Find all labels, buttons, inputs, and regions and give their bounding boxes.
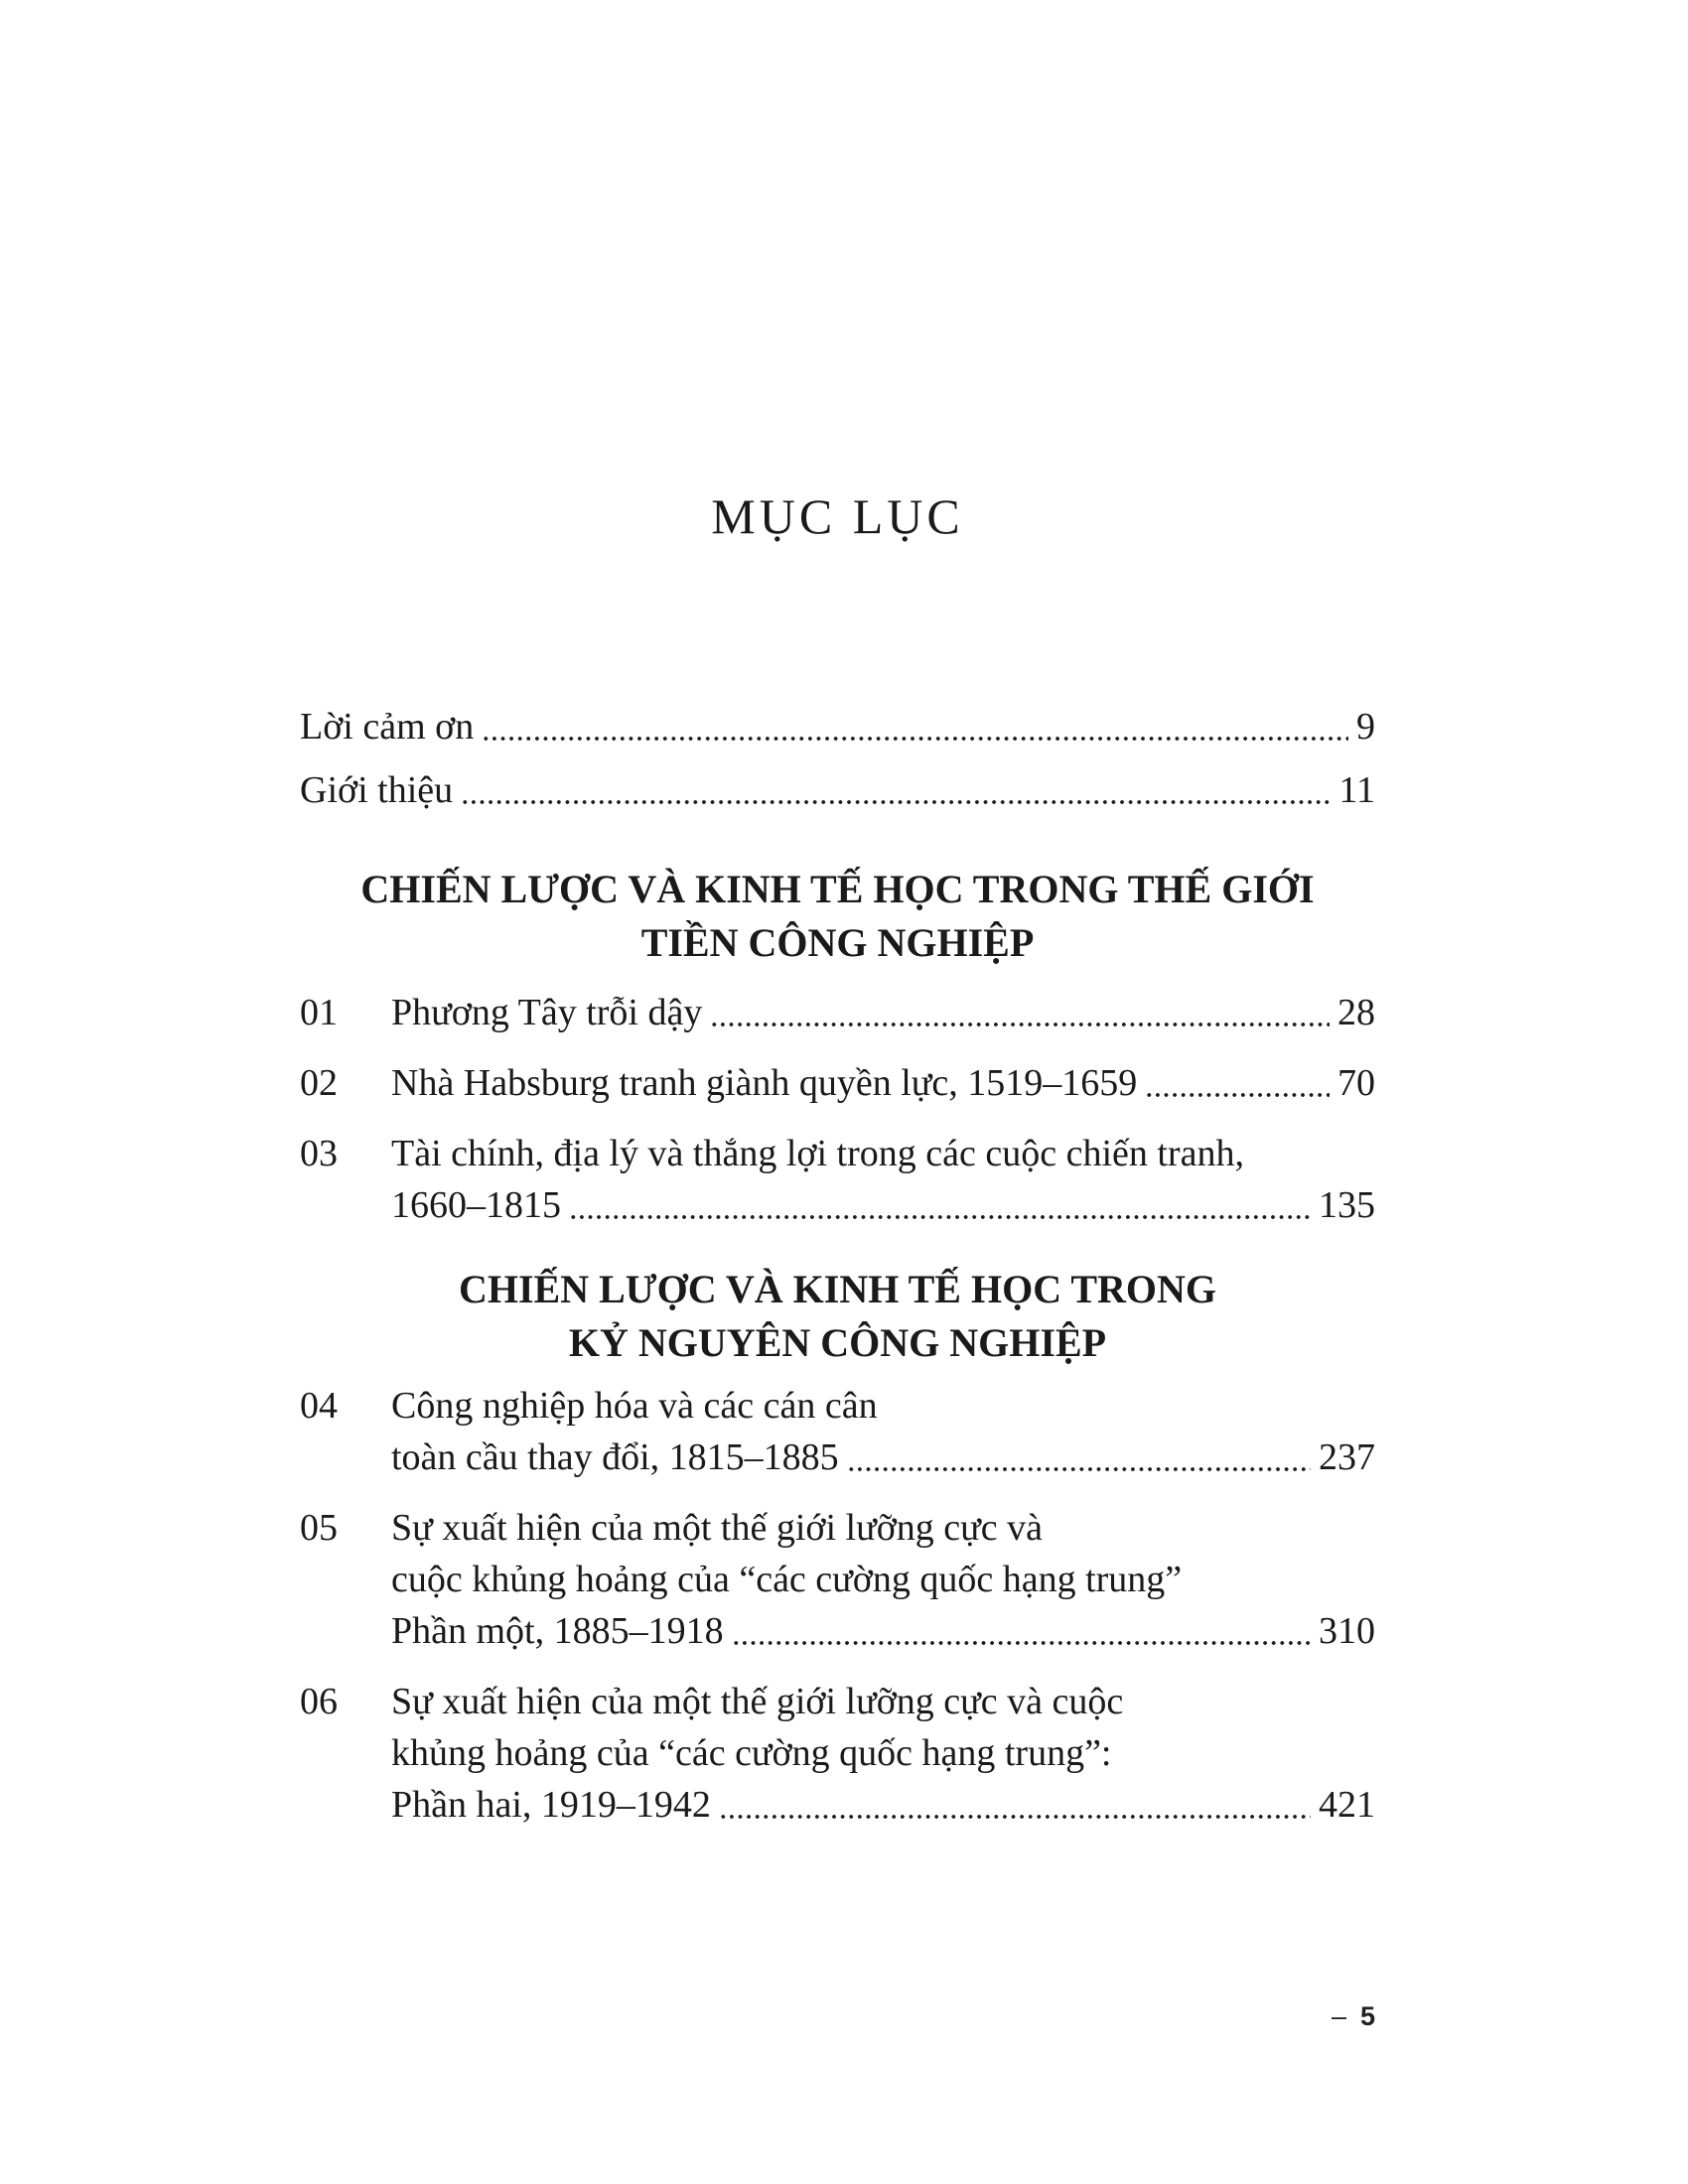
toc-entry-line: [391, 987, 1375, 1038]
page-number: 310: [1319, 1610, 1375, 1652]
toc-entry-line: [391, 1502, 1375, 1554]
toc-entry: [300, 1057, 1375, 1109]
dot-leader: [719, 1813, 1311, 1819]
toc-entry-label: Phương Tây trỗi dậy: [391, 992, 703, 1033]
dot-leader: [482, 735, 1348, 741]
toc-entry-label: Giới thiệu: [300, 769, 454, 811]
toc-entry-line: [391, 1179, 1375, 1231]
toc-entry-label: Phần một, 1885–1918: [391, 1610, 724, 1652]
toc-entry-body: [391, 987, 1375, 1038]
toc-entry-label: Sự xuất hiện của một thế giới lưỡng cực và cuộc: [391, 1681, 1124, 1722]
toc-entry-label: 1660–1815: [391, 1184, 561, 1226]
toc-entry-body: [391, 1128, 1375, 1231]
page-number: 421: [1319, 1784, 1375, 1826]
dot-leader: [569, 1213, 1311, 1219]
chapter-number: 01: [300, 992, 338, 1033]
toc-entry: [300, 1128, 1375, 1231]
toc-entry-body: [391, 1380, 1375, 1483]
toc-entry-label: toàn cầu thay đổi, 1815–1885: [391, 1436, 839, 1478]
toc-content: [300, 0, 1375, 1831]
toc-entry: [300, 764, 1375, 816]
page-number: 11: [1338, 769, 1375, 811]
page-title: MỤC LỤC: [711, 488, 964, 544]
toc-section-preindustrial: [300, 863, 1375, 1231]
toc-entry-label: cuộc khủng hoảng của “các cường quốc hạng trung”: [391, 1559, 1183, 1600]
dot-leader: [461, 798, 1331, 804]
section-heading: [300, 863, 1375, 970]
toc-entry-line: [391, 1727, 1375, 1779]
toc-entry-body: [391, 1057, 1375, 1109]
toc-entry: [300, 1380, 1375, 1483]
dot-leader: [732, 1639, 1311, 1645]
chapter-number: 04: [300, 1385, 338, 1427]
toc-entry: [300, 1676, 1375, 1831]
page-number: 135: [1319, 1184, 1375, 1226]
toc-entry: [300, 1502, 1375, 1657]
toc-entry-line: [391, 1605, 1375, 1657]
footer-page-number: 5: [1359, 2001, 1375, 2031]
toc-entry-label: Sự xuất hiện của một thế giới lưỡng cực và: [391, 1507, 1044, 1549]
dot-leader: [847, 1465, 1311, 1471]
toc-entry-label: khủng hoảng của “các cường quốc hạng trung”:: [391, 1732, 1112, 1774]
toc-entry-label: Phần hai, 1919–1942: [391, 1784, 711, 1826]
toc-entry-line: [391, 1779, 1375, 1831]
chapter-number: 05: [300, 1507, 338, 1549]
page-number: 237: [1319, 1436, 1375, 1478]
section-heading: [300, 1263, 1375, 1370]
front-matter-list: [300, 701, 1375, 816]
toc-entry-line: [391, 1128, 1375, 1179]
page-number: 70: [1337, 1062, 1375, 1104]
section-heading-line: TIỀN CÔNG NGHIỆP: [640, 920, 1035, 965]
toc-entry-line: [391, 1676, 1375, 1727]
chapter-number: 06: [300, 1681, 338, 1722]
dot-leader: [710, 1021, 1330, 1026]
section-heading-line: CHIẾN LƯỢC VÀ KINH TẾ HỌC TRONG THẾ GIỚI: [360, 867, 1315, 911]
footer: [1332, 1997, 1375, 2035]
section-heading-line: CHIẾN LƯỢC VÀ KINH TẾ HỌC TRONG: [458, 1267, 1217, 1311]
toc-entry-line: [391, 1432, 1375, 1483]
toc-entry-label: Tài chính, địa lý và thắng lợi trong các cuộc chiến tranh,: [391, 1133, 1244, 1174]
footer-dash: –: [1331, 2001, 1346, 2031]
toc-entry-body: [391, 1676, 1375, 1831]
toc-entry: [300, 987, 1375, 1038]
page-number: 28: [1337, 992, 1375, 1033]
toc-entry-label: Lời cảm ơn: [300, 706, 475, 748]
toc-entry-label: Nhà Habsburg tranh giành quyền lực, 1519–1659: [391, 1062, 1138, 1104]
chapter-number: 02: [300, 1062, 338, 1104]
section-entries: [300, 1380, 1375, 1831]
toc-entry-body: [391, 1502, 1375, 1657]
toc-entry: [300, 701, 1375, 752]
page-number: 9: [1356, 706, 1375, 748]
section-heading-line: KỶ NGUYÊN CÔNG NGHIỆP: [568, 1320, 1107, 1365]
toc-entry-line: [391, 1380, 1375, 1432]
toc-entry-line: [391, 1554, 1375, 1605]
section-entries: [300, 987, 1375, 1231]
toc-entry-label: Công nghiệp hóa và các cán cân: [391, 1385, 878, 1427]
toc-entry-line: [391, 1057, 1375, 1109]
chapter-number: 03: [300, 1133, 338, 1174]
toc-section-industrial: [300, 1263, 1375, 1831]
dot-leader: [1145, 1091, 1330, 1097]
